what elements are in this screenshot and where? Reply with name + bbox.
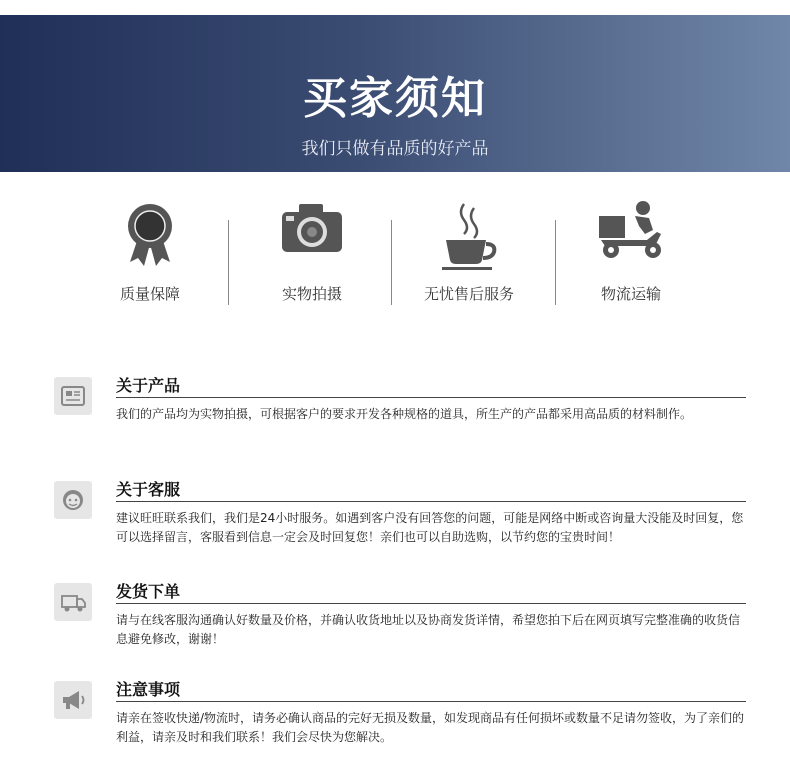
section-icon-box: [54, 681, 92, 719]
feature-logistics: [551, 200, 711, 305]
section-icon-box: [54, 583, 92, 621]
header-banner: [0, 15, 790, 172]
section-text: 我们的产品均为实物拍摄，可根据客户的要求开发各种规格的道具，所生产的产品都采用高品质的材料制作。: [116, 407, 693, 421]
award-ribbon-icon: [120, 200, 180, 270]
feature-photo: [232, 200, 392, 305]
section-title: 发货下单: [116, 582, 181, 601]
delivery-truck-icon: [59, 588, 87, 616]
feature-label: 无忧售后服务: [423, 285, 514, 303]
feature-quality: [70, 200, 230, 305]
feature-label: 物流运输: [600, 285, 661, 303]
page-title: 买家须知: [303, 73, 487, 124]
section-text: 建议旺旺联系我们，我们是24小时服务。如遇到客户没有回答您的问题，可能是网络中断或咨询量大没能及时回复，您可以选择留言，客服看到信息一定会及时回复您！亲们也可以自助选购，以节约您的宝贵时间！: [116, 511, 744, 544]
section-text: 请与在线客服沟通确认好数量及价格，并确认收货地址以及协商发货详情，希望您拍下后在网页填写完整准确的收货信息避免修改，谢谢！: [116, 613, 741, 646]
section-divider: [116, 701, 746, 702]
feature-divider: [228, 220, 229, 305]
section-title: 关于产品: [116, 376, 181, 395]
feature-label: 质量保障: [119, 285, 180, 303]
section-text: 请亲在签收快递/物流时，请务必确认商品的完好无损及数量，如发现商品有任何损坏或数量不足请勿签收，为了亲们的利益，请亲及时和我们联系！我们会尽快为您解决。: [116, 711, 745, 744]
customer-service-icon: [59, 486, 87, 514]
section-divider: [116, 501, 746, 502]
camera-icon: [279, 200, 345, 260]
page-subtitle: 我们只做有品质的好产品: [301, 139, 489, 159]
section-divider: [116, 603, 746, 604]
delivery-scooter-icon: [595, 200, 667, 264]
section-title: 关于客服: [116, 480, 181, 499]
section-icon-box: [54, 481, 92, 519]
coffee-cup-icon: [436, 200, 502, 272]
section-title: 注意事项: [116, 680, 181, 699]
megaphone-icon: [59, 686, 87, 714]
section-divider: [116, 397, 746, 398]
feature-label: 实物拍摄: [281, 285, 342, 303]
section-icon-box: [54, 377, 92, 415]
feature-after-sales: [389, 200, 549, 305]
newspaper-icon: [59, 382, 87, 410]
